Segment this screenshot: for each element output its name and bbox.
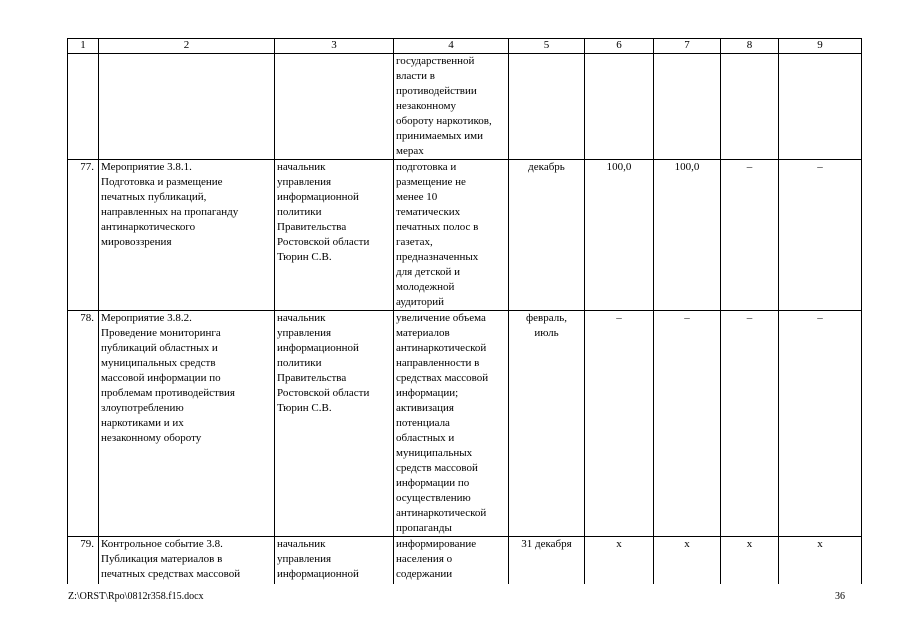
responsible-cell: начальник управления информационной (275, 537, 394, 584)
value-cell: – (585, 311, 654, 537)
table-row (68, 311, 862, 537)
measure-cell: Мероприятие 3.8.1. Подготовка и размещение печатных публикаций, направленных на пропаганду антинаркотического мировоззрения (99, 160, 275, 311)
value-cell (721, 54, 779, 160)
column-number: 7 (654, 39, 721, 54)
row-number: 79. (68, 537, 99, 584)
responsible-cell (275, 54, 394, 160)
measure-cell: Мероприятие 3.8.2. Проведение мониторинга публикаций областных и муниципальных средств массовой информации по проблемам противодействия злоупотреблению наркотиками и их незаконному обороту (99, 311, 275, 537)
row-number: 78. (68, 311, 99, 537)
value-cell: – (654, 311, 721, 537)
term-cell (509, 54, 585, 160)
measure-cell (99, 54, 275, 160)
value-cell: – (721, 311, 779, 537)
value-cell: 100,0 (585, 160, 654, 311)
value-cell (585, 54, 654, 160)
table-row (68, 54, 862, 160)
file-path: Z:\ORST\Rpo\0812r358.f15.docx (68, 591, 204, 602)
value-cell: х (585, 537, 654, 584)
term-cell: декабрь (509, 160, 585, 311)
value-cell: х (654, 537, 721, 584)
measures-table (67, 38, 862, 584)
result-cell: информирование населения о содержании (394, 537, 509, 584)
term-cell: февраль, июль (509, 311, 585, 537)
column-number: 1 (68, 39, 99, 54)
result-cell: подготовка и размещение не менее 10 тематических печатных полос в газетах, предназначенных для детской и молодежной аудиторий (394, 160, 509, 311)
measure-cell: Контрольное событие 3.8. Публикация материалов в печатных средствах массовой (99, 537, 275, 584)
column-number: 3 (275, 39, 394, 54)
value-cell: – (721, 160, 779, 311)
value-cell: – (779, 160, 862, 311)
page-number: 36 (835, 591, 845, 602)
result-cell: государственной власти в противодействии незаконному обороту наркотиков, принимаемых ими мерах (394, 54, 509, 160)
responsible-cell: начальник управления информационной политики Правительства Ростовской области Тюрин С.В. (275, 311, 394, 537)
value-cell: – (779, 311, 862, 537)
value-cell (654, 54, 721, 160)
column-number: 6 (585, 39, 654, 54)
table-row (68, 537, 862, 584)
value-cell (779, 54, 862, 160)
column-number: 9 (779, 39, 862, 54)
column-number: 4 (394, 39, 509, 54)
term-cell: 31 декабря (509, 537, 585, 584)
table-row (68, 160, 862, 311)
column-number-header-row (68, 39, 862, 54)
value-cell: 100,0 (654, 160, 721, 311)
result-cell: увеличение объема материалов антинаркотической направленности в средствах массовой информации; активизация потенциала областных и муниципальных средств массовой информации по осуществлению антинаркотической пропаганды (394, 311, 509, 537)
column-number: 2 (99, 39, 275, 54)
value-cell: х (721, 537, 779, 584)
column-number: 8 (721, 39, 779, 54)
row-number (68, 54, 99, 160)
responsible-cell: начальник управления информационной политики Правительства Ростовской области Тюрин С.В. (275, 160, 394, 311)
value-cell: х (779, 537, 862, 584)
row-number: 77. (68, 160, 99, 311)
column-number: 5 (509, 39, 585, 54)
